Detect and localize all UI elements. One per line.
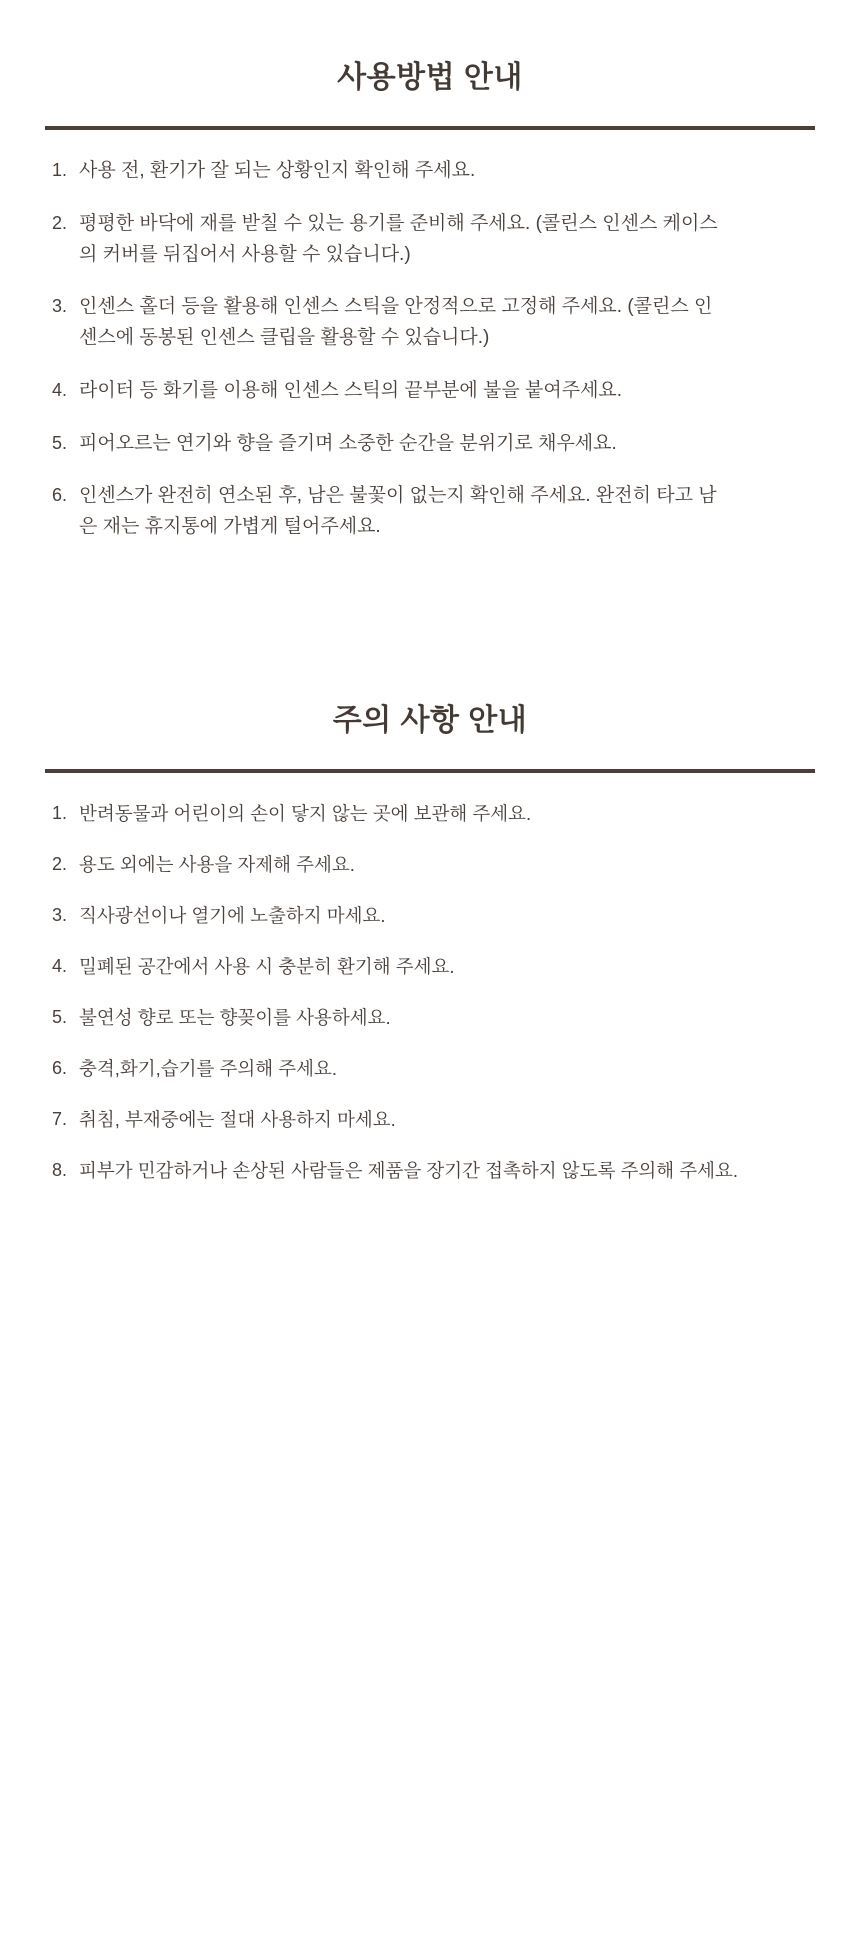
list-item-number: 4. <box>51 379 67 400</box>
list-item-number: 4. <box>51 955 67 976</box>
list-item-text: 인센스가 완전히 연소된 후, 남은 불꽃이 없는지 확인해 주세요. 완전히 타고 남은 재는 휴지통에 가볍게 털어주세요. <box>79 485 717 538</box>
list-item <box>45 481 815 543</box>
list-item-text: 밀폐된 공간에서 사용 시 충분히 환기해 주세요. <box>79 955 455 977</box>
list-item-number: 5. <box>51 1006 67 1027</box>
list-item <box>45 156 815 187</box>
caution-divider <box>45 769 815 773</box>
list-item-text: 직사광선이나 열기에 노출하지 마세요. <box>79 904 386 926</box>
list-item-number: 2. <box>51 853 67 874</box>
list-item-number: 7. <box>51 1108 67 1129</box>
list-item-text: 피어오르는 연기와 향을 즐기며 소중한 순간을 분위기로 채우세요. <box>79 432 617 454</box>
list-item <box>45 1054 815 1084</box>
list-item-number: 1. <box>51 160 67 180</box>
list-item-text: 용도 외에는 사용을 자제해 주세요. <box>79 853 355 875</box>
usage-list <box>45 156 815 543</box>
list-item <box>45 850 815 880</box>
list-item-text: 취침, 부재중에는 절대 사용하지 마세요. <box>79 1108 396 1130</box>
caution-section-title: 주의 사항 안내 <box>332 703 528 737</box>
list-item <box>45 1003 815 1033</box>
page-bottom-spacer <box>0 1207 860 1327</box>
list-item <box>45 1156 815 1186</box>
list-item-text: 라이터 등 화기를 이용해 인센스 스틱의 끝부분에 불을 붙여주세요. <box>79 379 623 401</box>
list-item <box>45 952 815 982</box>
list-item <box>45 209 815 271</box>
list-item-text: 피부가 민감하거나 손상된 사람들은 제품을 장기간 접촉하지 않도록 주의해 주세요. <box>79 1159 739 1181</box>
list-item-number: 6. <box>51 1057 67 1078</box>
list-item <box>45 376 815 407</box>
list-item <box>45 799 815 829</box>
list-item-number: 5. <box>51 432 67 453</box>
list-item-text: 평평한 바닥에 재를 받칠 수 있는 용기를 준비해 주세요. (콜린스 인센스 케이스의 커버를 뒤집어서 사용할 수 있습니다.) <box>79 212 718 265</box>
list-item-text: 충격,화기,습기를 주의해 주세요. <box>79 1057 338 1079</box>
list-item-text: 사용 전, 환기가 잘 되는 상황인지 확인해 주세요. <box>79 160 476 181</box>
list-item-text: 인센스 홀더 등을 활용해 인센스 스틱을 안정적으로 고정해 주세요. (콜린스 인센스에 동봉된 인센스 클립을 활용할 수 있습니다.) <box>79 296 713 349</box>
list-item-number: 3. <box>51 296 67 317</box>
list-item-number: 3. <box>51 904 67 925</box>
list-item <box>45 429 815 460</box>
list-item-number: 6. <box>51 485 67 506</box>
list-item <box>45 1105 815 1135</box>
list-item-number: 8. <box>51 1159 67 1180</box>
list-item-text: 반려동물과 어린이의 손이 닿지 않는 곳에 보관해 주세요. <box>79 802 532 824</box>
list-item-number: 1. <box>51 802 67 823</box>
list-item <box>45 901 815 931</box>
usage-divider <box>45 126 815 130</box>
usage-section-title: 사용방법 안내 <box>337 61 523 94</box>
list-item-text: 불연성 향로 또는 향꽂이를 사용하세요. <box>79 1006 391 1028</box>
caution-list <box>45 799 815 1186</box>
list-item-number: 2. <box>51 212 67 233</box>
caution-section <box>45 565 815 1186</box>
usage-section <box>45 0 815 543</box>
list-item <box>45 292 815 354</box>
